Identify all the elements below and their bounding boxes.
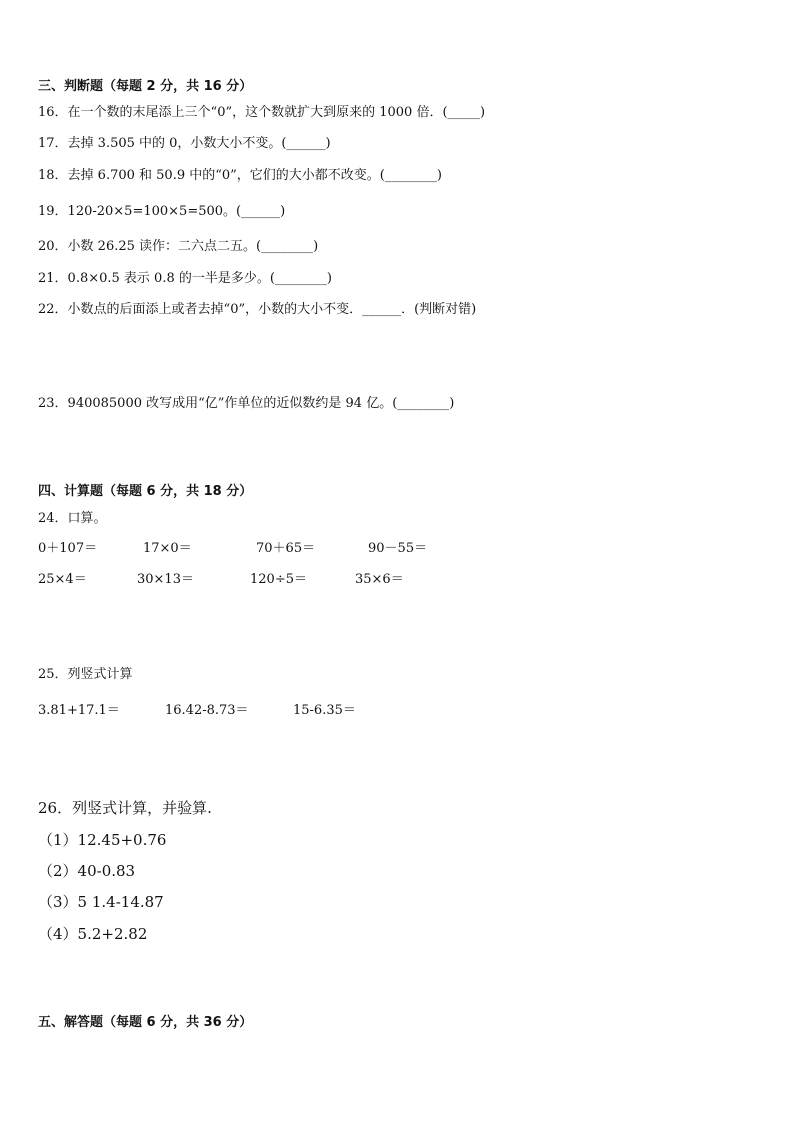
judge-item-19: 19．120-20×5=100×5=500。(______) [38, 204, 286, 219]
oral-calc-item: 17×0＝ [143, 541, 192, 556]
q26-item-3: （3）5 1.4-14.87 [38, 893, 164, 911]
section-title-judge: 三、判断题（每题 2 分，共 16 分） [38, 79, 253, 94]
oral-calc-item: 30×13＝ [137, 572, 194, 587]
section-title-answer: 五、解答题（每题 6 分，共 36 分） [38, 1015, 253, 1030]
oral-calc-item: 90－55＝ [368, 541, 428, 556]
judge-item-21: 21．0.8×0.5 表示 0.8 的一半是多少。(________) [38, 271, 332, 286]
oral-calc-item: 120÷5＝ [250, 572, 307, 587]
judge-item-18: 18．去掉 6.700 和 50.9 中的“0”，它们的大小都不改变。(________) [38, 168, 442, 183]
q26-item-1: （1）12.45+0.76 [38, 831, 167, 849]
judge-item-22: 22．小数点的后面添上或者去掉“0”，小数的大小不变．______．(判断对错) [38, 302, 477, 317]
oral-calc-item: 35×6＝ [355, 572, 404, 587]
judge-item-23: 23．940085000 改写成用“亿”作单位的近似数约是 94 亿。(________) [38, 396, 455, 411]
vertical-calc-item: 3.81+17.1＝ [38, 703, 120, 718]
q26-item-4: （4）5.2+2.82 [38, 925, 148, 943]
q26-title: 26．列竖式计算，并验算. [38, 799, 212, 817]
judge-item-20: 20．小数 26.25 读作：二六点二五。(________) [38, 239, 319, 254]
oral-calc-item: 0＋107＝ [38, 541, 98, 556]
oral-calc-item: 25×4＝ [38, 572, 87, 587]
section-title-calc: 四、计算题（每题 6 分，共 18 分） [38, 484, 253, 499]
judge-item-16: 16．在一个数的末尾添上三个“0”，这个数就扩大到原来的 1000 倍．(_____) [38, 105, 486, 120]
q24-title: 24．口算。 [38, 511, 107, 526]
judge-item-17: 17．去掉 3.505 中的 0，小数大小不变。(______) [38, 136, 331, 151]
vertical-calc-item: 15-6.35＝ [293, 703, 356, 718]
q25-title: 25．列竖式计算 [38, 667, 133, 682]
vertical-calc-item: 16.42-8.73＝ [165, 703, 249, 718]
q26-item-2: （2）40-0.83 [38, 862, 136, 880]
oral-calc-item: 70＋65＝ [256, 541, 316, 556]
